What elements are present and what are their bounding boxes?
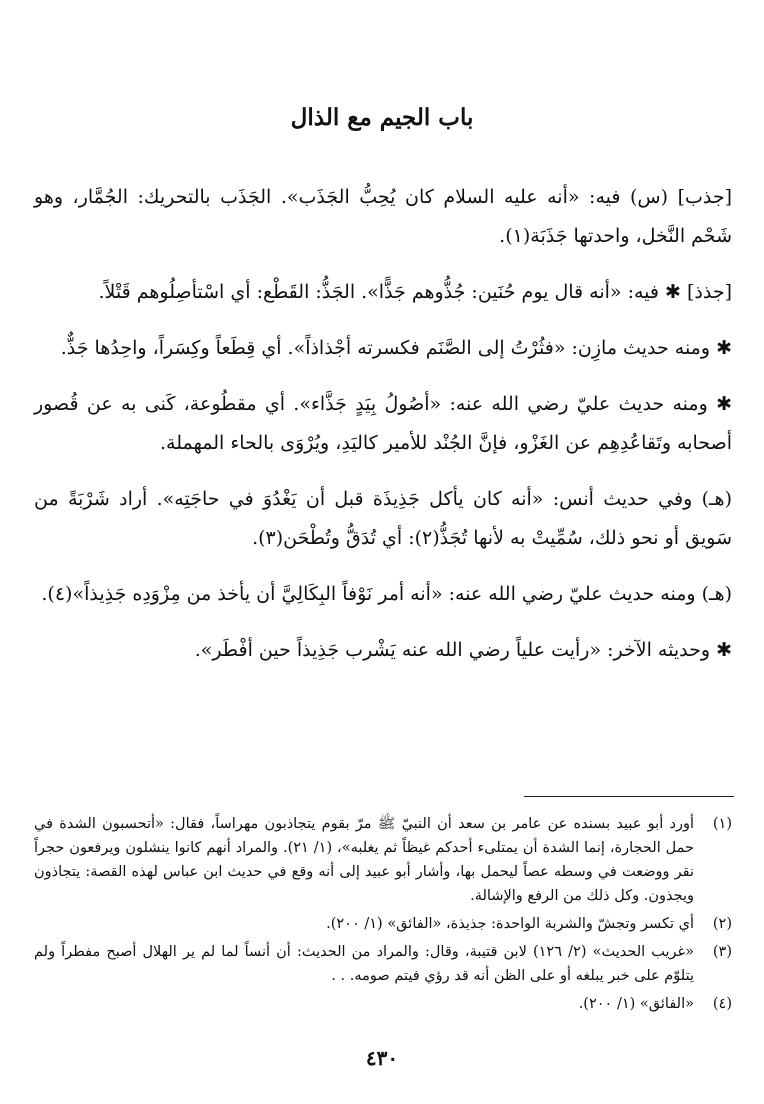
footnote (34, 992, 732, 1016)
footnote (34, 940, 732, 988)
footnote (34, 912, 732, 936)
entry-ali-hadith: ✱ ومنه حديث عليّ رضي الله عنه: «أصُولُ بِيَدٍ جَذَّاء». أي مقطُوعة، كَنى به عن قُصور أصحابه وتَقاعُدِهِم عن الغَزْو، فإنَّ الجُنْد للأمير كاليَدِ، ويُرْوَى بالحاء المهملة. (34, 393, 732, 454)
footnote-number: (٤) (712, 996, 732, 1012)
footnotes (34, 812, 732, 1020)
footnote-text: «الفائق» (١/ ٢٠٠). (578, 996, 694, 1012)
footnote-text: أي تكسر وتجشّ والشربة الواحدة: جذيذة، «الفائق» (١/ ٢٠٠). (326, 916, 694, 932)
footnote-number: (٣) (712, 944, 732, 960)
footnote-text: «غريب الحديث» (٢/ ١٢٦) لابن قتيبة، وقال: والمراد من الحديث: أن أنساً لما لم ير الهلال أصبح مفطراً ولم يتلوّم على خبر يبلغه أو على الظن أنه قد رؤي فيتم صومه. . . (34, 944, 695, 984)
footnote-number: (٢) (712, 916, 732, 932)
footnote-number: (١) (712, 816, 732, 832)
entry-ali-other-hadith: ✱ وحديثه الآخر: «رأيت علياً رضي الله عنه يَشْرب جَذِيذاً حين أفْطَر». (194, 639, 732, 661)
entry-mazin-hadith: ✱ ومنه حديث مازِن: «فثُرْتُ إلى الصَّنَم فكسرته أجْذاذاً». أي قِطَعاً وكِسَراً، واحِدُها جَذٌّ. (60, 337, 732, 359)
main-text (34, 178, 732, 687)
footnote-separator (524, 796, 734, 797)
entry-jadhdh: [جذذ] ✱ فيه: «أنه قال يوم حُنَين: جُذُّوهم جَذًّا». الجَذُّ: القَطْع: أي اسْتأصِلُوهم قَتْلاً. (98, 281, 732, 303)
footnote (34, 812, 732, 908)
chapter-title: باب الجيم مع الذال (290, 104, 474, 131)
page-number: ٤٣٠ (365, 1046, 399, 1070)
entry-anas-hadith: (هـ) وفي حديث أنس: «أنه كان يأكل جَذِيذَة قبل أن يَغْدُوَ في حاجَتِه». أراد شَرْبَةً من سَويق أو نحو ذلك، سُمِّيتْ به لأنها تُجَذُّ(٢): أي تُدَقُّ وتُطْحَن(٣). (34, 488, 732, 549)
entry-jadhab: [جذب] (س) فيه: «أنه عليه السلام كان يُحِبُّ الجَذَب». الجَذَب بالتحريك: الجُمَّار، وهو شَحْم النَّخل، واحدتها جَذَبَة(١). (34, 186, 732, 247)
entry-ali-nawf-hadith: (هـ) ومنه حديث عليّ رضي الله عنه: «أنه أمر نَوْفاً البِكَالِيَّ أن يأخذ من مِزْوَدِه جَذِيذاً»(٤). (41, 583, 732, 605)
footnote-text: أورد أبو عبيد بسنده عن عامر بن سعد أن النبيّ ﷺ مرّ بقوم يتجاذبون مهراساً، فقال: «أتحسبون الشدة في حمل الحجارة، إنما الشدة أن يمتلىء أحدكم غيظاً ثم يغلبه»، (١/ ٢١). والمراد أنهم كانوا ينشلون ويرفعون حجراً نقر ووضعت في وسطه عصاً ليحمل بها، وأشار أبو عبيد إلى أنه وقع في حديث ابن عباس لهذه القصة: يتجاذون ويجذون. وكل ذلك من الرفع والإشالة. (34, 816, 694, 904)
